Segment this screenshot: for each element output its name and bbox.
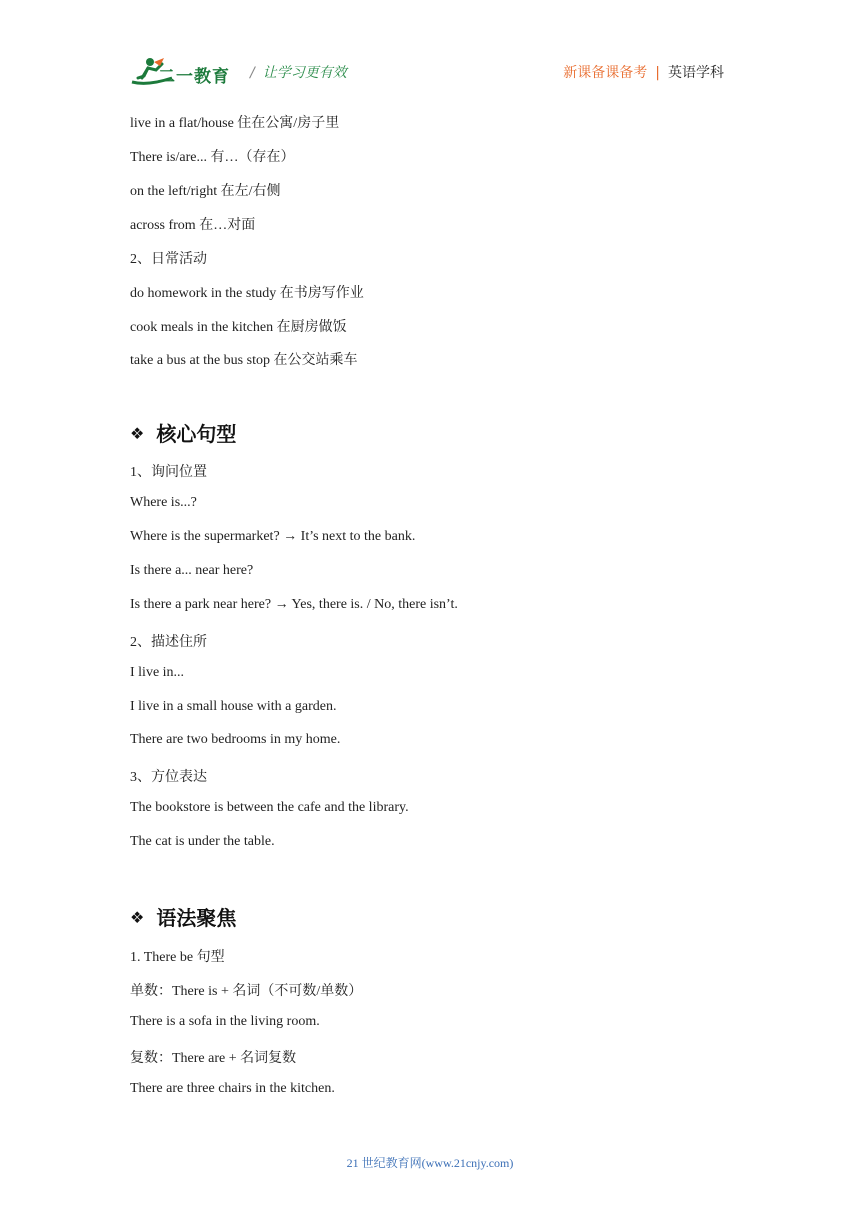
page-header [128,52,724,92]
diamond-bullet-icon: ❖ [130,424,145,443]
text-line: 复数：There are + 名词复数 [130,1051,297,1066]
text-line: I live in... [130,665,185,680]
page-footer[interactable]: 21 世纪教育网(www.21cnjy.com) [346,1156,514,1170]
logo-text: 二一教育 [158,67,230,87]
text-line: on the left/right 在左/右侧 [130,184,281,199]
text-line: Where is...? [130,495,197,510]
subheading: 1. There be 句型 [130,950,225,965]
text-line: 单数：There is + 名词（不可数/单数） [130,984,363,999]
text-line: do homework in the study 在书房写作业 [130,286,364,301]
text-line: cook meals in the kitchen 在厨房做饭 [130,320,347,335]
header-subject-label: 英语学科 [668,65,724,81]
subheading: 2、日常活动 [130,252,207,267]
diamond-bullet-icon: ❖ [130,908,145,927]
text-line: The cat is under the table. [130,834,275,849]
text-line: There are three chairs in the kitchen. [130,1081,335,1096]
subheading: 2、描述住所 [130,635,207,650]
slogan: / 让学习更有效 [250,65,347,81]
text-line: Is there a... near here? [130,563,254,578]
text-line: across from 在…对面 [130,218,256,233]
text-line: I live in a small house with a garden. [130,699,337,714]
text-line: live in a flat/house 住在公寓/房子里 [130,116,340,131]
subheading: 3、方位表达 [130,770,207,785]
text-line: Is there a park near here? → Yes, there is. / No, there isn’t. [130,597,458,612]
text-line: take a bus at the bus stop 在公交站乘车 [130,353,358,368]
text-line: The bookstore is between the cafe and the library. [130,800,409,815]
section-heading-core-sentences: ❖ 核心句型 [130,422,237,446]
text-line: There is/are... 有…（存在） [130,150,295,165]
subheading: 1、询问位置 [130,465,207,480]
text-line: There is a sofa in the living room. [130,1014,320,1029]
text-line: Where is the supermarket? → It’s next to the bank. [130,529,416,544]
section-heading-grammar-focus: ❖ 语法聚焦 [130,906,237,930]
header-course-label: 新课备课备考 [563,65,648,81]
header-subject: 新课备课备考 | 英语学科 [563,65,724,81]
text-line: There are two bedrooms in my home. [130,732,341,747]
